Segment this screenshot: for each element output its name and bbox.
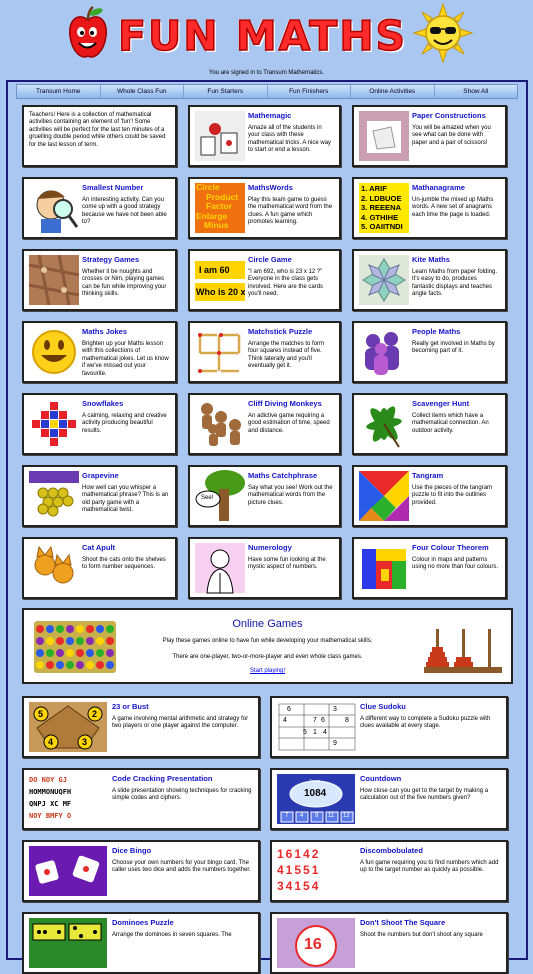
activity-card-maths-jokes[interactable]: [22, 321, 177, 383]
card-title[interactable]: Clue Sudoku: [360, 702, 406, 711]
countdown-number: 9: [315, 813, 319, 819]
dice-bingo-thumbnail: [29, 846, 107, 896]
nav-fun-starters[interactable]: Fun Starters: [184, 85, 268, 98]
grid-dot: [66, 661, 74, 669]
matchstick-puzzle-thumbnail: [195, 327, 245, 377]
nav-fun-finishers[interactable]: Fun Finishers: [268, 85, 352, 98]
anagram-line: 2. LDBUOE: [361, 193, 402, 203]
signed-in-notice: You are signed in to Transum Mathematics.: [208, 70, 325, 76]
card-title[interactable]: Cat Apult: [82, 543, 116, 552]
card-description: Brighten up your Maths lesson with this collections of mathematical jokes. Let us know if we've missed out your favourite.: [82, 341, 169, 377]
nav-transum-home[interactable]: Transum Home: [17, 85, 101, 98]
scavenger-hunt-thumbnail: [359, 399, 409, 449]
people-maths-thumbnail: [359, 327, 409, 377]
card-title[interactable]: Mathemagic: [248, 111, 292, 120]
anagram-line: 3. REEENA: [361, 203, 402, 213]
countdown-number: 12: [343, 813, 350, 819]
kite-maths-thumbnail: [359, 255, 409, 305]
anagram-line: 5. OAIITNDI: [361, 222, 403, 232]
code-line: QNPJ XC MF: [29, 800, 72, 808]
activity-card-strategy-games[interactable]: [22, 249, 177, 311]
mathswords-word: Enlarge: [196, 210, 228, 221]
card-title[interactable]: Snowflakes: [82, 399, 124, 408]
card-description: An interesting activity. Can you come up with a good strategy because we have not been able to?: [82, 197, 167, 226]
card-title[interactable]: Don't Shoot The Square: [360, 918, 446, 927]
grid-dot: [36, 661, 44, 669]
card-description: A calming, relaxing and creative activity producing beautiful results.: [82, 413, 167, 434]
card-title[interactable]: Mathanagrame: [412, 183, 465, 192]
activity-card-grapevine[interactable]: [22, 465, 177, 527]
card-title[interactable]: Grapevine: [82, 471, 119, 480]
activity-card-four-colour-theorem[interactable]: [352, 537, 507, 599]
game-card-code-cracking[interactable]: [22, 768, 260, 830]
intro-card: [22, 105, 177, 167]
card-title[interactable]: Maths Catchphrase: [248, 471, 318, 480]
activity-card-cliff-diving-monkeys[interactable]: [188, 393, 341, 455]
card-title[interactable]: Countdown: [360, 774, 402, 783]
bust-number: 4: [48, 737, 54, 747]
card-description: "I am 692, who is 23 x 12 ?" Everyone in the class gets involved. Here are the cards you'll need.: [248, 269, 324, 298]
card-title[interactable]: Dominoes Puzzle: [112, 918, 174, 927]
anagram-line: 1. ARIF: [361, 184, 387, 193]
sudoku-digit: 5: [303, 729, 307, 736]
card-description: Really get involved in Maths by becoming part of it.: [412, 341, 495, 355]
sudoku-digit: 8: [345, 717, 349, 724]
grid-dot: [56, 661, 64, 669]
nav-whole-class-fun[interactable]: Whole Class Fun: [101, 85, 185, 98]
cat-apult-thumbnail: [29, 543, 79, 593]
game-card-dominoes-puzzle[interactable]: [22, 912, 260, 974]
activity-card-tangram[interactable]: [352, 465, 507, 527]
card-title[interactable]: Scavenger Hunt: [412, 399, 470, 408]
card-title[interactable]: Paper Constructions: [412, 111, 486, 120]
card-title[interactable]: People Maths: [412, 327, 461, 336]
card-description: A fun game requiring you to find numbers which add up to the target number as quickly as possible.: [360, 860, 499, 874]
card-description: Learn Maths from paper folding. It's easy to do, produces fantastic displays and teaches angle facts.: [412, 269, 498, 298]
site-header: [0, 0, 533, 68]
card-title[interactable]: Numerology: [248, 543, 292, 552]
square-number: 16: [304, 936, 322, 953]
bust-number: 3: [82, 737, 88, 747]
card-description: A different way to complete a Sudoku puzzle with clues available at every stage.: [360, 716, 491, 730]
mathswords-word: Product: [206, 191, 239, 202]
bust-number: 5: [38, 709, 44, 719]
anagram-line: 4. GTHIHE: [361, 212, 399, 222]
four-colour-theorem-thumbnail: [359, 543, 409, 593]
card-title[interactable]: Dice Bingo: [112, 846, 152, 855]
code-cracking-thumbnail: [29, 774, 107, 824]
game-card-23-or-bust[interactable]: [22, 696, 260, 758]
online-games-line2: There are one-player, two-or-more-player and even whole class games.: [172, 654, 363, 660]
game-card-dice-bingo[interactable]: [22, 840, 260, 902]
code-line: DO NOY GJ: [29, 776, 67, 784]
card-title[interactable]: Code Cracking Presentation: [112, 774, 213, 783]
circle-card-text: I am 60: [195, 261, 245, 279]
activity-card-numerology[interactable]: [188, 537, 341, 599]
card-description: An adictive game requiring a good estimation of time, speed and distance.: [248, 413, 330, 434]
start-playing-link[interactable]: Start playing!: [249, 668, 286, 674]
card-title[interactable]: Smallest Number: [82, 183, 144, 192]
discombobulated-thumbnail: [277, 846, 355, 896]
online-games-panel: [22, 608, 513, 684]
card-description: Collect items which have a mathematical connection. An outdoor activity.: [412, 413, 489, 434]
countdown-thumbnail: [277, 774, 355, 824]
card-description: Use the pieces of the tangram puzzle to fit into the outlines provided.: [412, 485, 493, 506]
mathswords-word: Factor: [206, 201, 232, 211]
mathanagrame-thumbnail: [359, 183, 409, 233]
bust-number: 2: [92, 709, 98, 719]
tangram-thumbnail: [359, 471, 409, 521]
card-description: Have some fun looking at the mystic aspect of numbers.: [248, 557, 326, 571]
card-title[interactable]: Strategy Games: [82, 255, 140, 264]
countdown-number: 7: [285, 813, 289, 819]
paper-constructions-thumbnail: [359, 111, 409, 161]
circle-game-thumbnail: [195, 255, 245, 305]
activity-card-paper-constructions[interactable]: [352, 105, 507, 167]
grid-dot: [46, 661, 54, 669]
code-line: HOMMONUQFH: [29, 788, 72, 796]
cliff-diving-monkeys-thumbnail: [195, 399, 245, 449]
card-description: Arrange the dominoes in seven squares. The: [112, 932, 232, 938]
game-card-discombobulated[interactable]: [270, 840, 508, 902]
sudoku-digit: 6: [287, 706, 291, 713]
game-card-clue-sudoku[interactable]: [270, 696, 508, 758]
game-card-countdown[interactable]: [270, 768, 508, 830]
card-title[interactable]: Cliff Diving Monkeys: [248, 399, 322, 408]
grid-dot: [96, 661, 104, 669]
card-description: Colour in maps and patterns using no more than four colours.: [412, 557, 499, 571]
intro-text: Teachers! Here is a collection of mathematical activities containing an element of 'fun'! Some activities will be perfect for the last ten minutes of a gruelling double period while others could be saved for the last lesson of term.: [29, 112, 166, 148]
sudoku-digit: 6: [321, 717, 325, 724]
card-title[interactable]: MathsWords: [248, 183, 293, 192]
card-description: Arrange the matches to form four squares instead of five. Think laterally and you'll eventually get it.: [248, 341, 325, 370]
maths-catchphrase-thumbnail: [195, 471, 245, 521]
activity-card-snowflakes[interactable]: [22, 393, 177, 455]
mathswords-word: Minus: [204, 220, 229, 230]
activity-card-kite-maths[interactable]: [352, 249, 507, 311]
countdown-number: 4: [300, 813, 304, 819]
activity-card-circle-game[interactable]: [188, 249, 341, 311]
mathemagic-thumbnail: [195, 111, 245, 161]
card-description: How close can you get to the target by making a calculation out of the five numbers given?: [360, 788, 489, 802]
page-title: FUN MATHS: [118, 12, 408, 60]
discombobulated-row: 34154: [277, 879, 321, 893]
card-title[interactable]: Four Colour Theorem: [412, 543, 489, 552]
activity-card-scavenger-hunt[interactable]: [352, 393, 507, 455]
countdown-number: 11: [328, 813, 335, 819]
grid-dot: [106, 661, 114, 669]
sudoku-digit: 1: [313, 729, 317, 736]
activity-card-mathswords[interactable]: [188, 177, 341, 239]
activity-card-smallest-number[interactable]: [22, 177, 177, 239]
snowflakes-thumbnail: [29, 399, 79, 449]
sudoku-digit: 4: [283, 717, 287, 724]
activity-card-cat-apult[interactable]: [22, 537, 177, 599]
card-description: Play this team game to guess the mathematical word from the clues. A fun game which promotes learning.: [248, 197, 333, 226]
card-description: Choose your own numbers for your bingo card. The caller uses two dice and adds the numbers together.: [112, 860, 251, 874]
apple-logo-icon: [66, 6, 110, 62]
card-description: Say what you see! Work out the mathematical words from the picture clues.: [248, 485, 333, 506]
card-title[interactable]: 23 or Bust: [112, 702, 149, 711]
card-description: How well can you whisper a mathematical phrase? This is an old party game with a mathematical twist.: [82, 485, 169, 514]
activity-card-people-maths[interactable]: [352, 321, 507, 383]
discombobulated-row: 41551: [277, 863, 321, 877]
sudoku-digit: 3: [333, 706, 337, 713]
card-description: Whether it be noughts and crosses or Nim, playing games can be fun while improving your thinking skills.: [82, 269, 167, 298]
sun-icon: [414, 4, 472, 62]
activity-card-mathemagic[interactable]: [188, 105, 341, 167]
mathswords-word: Circle: [196, 182, 220, 192]
card-title[interactable]: Matchstick Puzzle: [248, 327, 313, 336]
online-games-title: Online Games: [232, 618, 303, 630]
card-title[interactable]: Discombobulated: [360, 846, 423, 855]
grid-dot: [76, 661, 84, 669]
sudoku-digit: 4: [323, 729, 327, 736]
card-description: You will be amazed when you see what can be done with paper and a pair of scissors!: [412, 125, 491, 146]
23-or-bust-thumbnail: [29, 702, 107, 752]
smallest-number-thumbnail: [29, 183, 79, 233]
activity-card-maths-catchphrase[interactable]: [188, 465, 341, 527]
nav-bar: [16, 84, 518, 99]
game-card-dont-shoot-the-square[interactable]: [270, 912, 508, 974]
sudoku-digit: 9: [333, 740, 337, 747]
nav-online-activities[interactable]: Online Activities: [351, 85, 435, 98]
card-description: Shoot the cats onto the shelves to form number sequences.: [82, 557, 166, 571]
card-title[interactable]: Circle Game: [248, 255, 292, 264]
tower-of-hanoi-icon: [422, 621, 504, 675]
online-games-line1: Play these games online to have fun while developing your mathematical skills.: [162, 638, 373, 644]
grapevine-thumbnail: [29, 471, 79, 521]
discombobulated-row: 16142: [277, 847, 321, 861]
card-description: A game involving mental arithmetic and strategy for two players or one player against the computer.: [112, 716, 249, 730]
strategy-games-thumbnail: [29, 255, 79, 305]
card-description: Amaze all of the students in your class with these mathematical tricks. A nice way to start or end a lesson.: [248, 125, 332, 154]
dont-shoot-the-square-thumbnail: [277, 918, 355, 968]
card-title[interactable]: Kite Maths: [412, 255, 450, 264]
countdown-target-label: Target: [309, 778, 321, 783]
sudoku-digit: 7: [313, 717, 317, 724]
card-description: Shoot the numbers but don't shoot any square: [360, 932, 483, 938]
grid-dot: [86, 661, 94, 669]
numerology-thumbnail: [195, 543, 245, 593]
mathswords-thumbnail: [195, 183, 245, 233]
activity-card-matchstick-puzzle[interactable]: [188, 321, 341, 383]
card-description: Un-jumble the mixed up Maths words. A new set of anagrams each time the page is loaded.: [412, 197, 494, 218]
activity-card-mathanagrame[interactable]: [352, 177, 507, 239]
dominoes-puzzle-thumbnail: [29, 918, 107, 968]
card-title[interactable]: Tangram: [412, 471, 444, 480]
maths-jokes-thumbnail: [29, 327, 79, 377]
code-line: NOY BMFY O: [29, 812, 72, 820]
nav-show-all[interactable]: Show All: [463, 88, 489, 95]
catchphrase-bubble-text: See!: [201, 495, 214, 501]
card-description: A slide presentation showing techniques for cracking simple codes and ciphers.: [112, 788, 252, 802]
countdown-target-value: 1084: [304, 788, 327, 799]
circle-card-text: Who is 20 x: [195, 283, 245, 301]
card-title[interactable]: Maths Jokes: [82, 327, 128, 336]
clue-sudoku-thumbnail: [277, 702, 355, 752]
